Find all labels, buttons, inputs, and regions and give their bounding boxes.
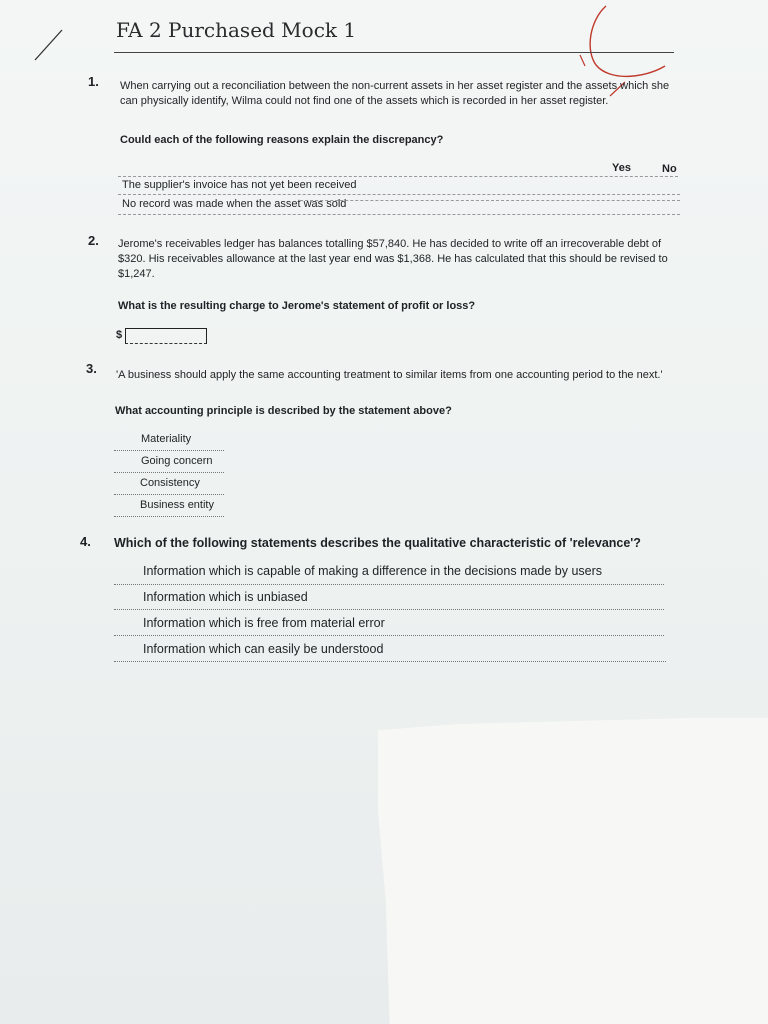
question-1-number: 1. [88,74,99,89]
option-rule [114,494,224,495]
option-consistency[interactable]: Consistency [140,477,200,489]
option-rule [114,661,666,662]
question-3-statement: 'A business should apply the same accounting treatment to similar items from one accounting period to the next.' [116,369,663,381]
option-business-entity[interactable]: Business entity [140,499,214,511]
option-rule [114,635,664,636]
question-1-text-line-2: can physically identify, Wilma could not find one of the assets which is recorded in her asset register. [120,95,609,107]
answer-input-box[interactable] [125,328,207,344]
option-rule [114,609,664,610]
page-title: FA 2 Purchased Mock 1 [116,18,357,42]
question-3-number: 3. [86,361,97,376]
torn-paper-patch [378,718,768,1024]
column-header-no: No [662,163,677,175]
question-2-text-line-2: $320. His receivables allowance at the last year end was $1,368. He has calculated that this should be revised to [118,253,668,265]
option-going-concern[interactable]: Going concern [141,455,213,467]
option-easily-understood[interactable]: Information which can easily be understood [143,642,384,656]
question-2-text-line-3: $1,247. [118,268,155,280]
table-row-dash-line [300,200,680,201]
question-4-number: 4. [80,534,91,549]
option-free-from-material-error[interactable]: Information which is free from material error [143,616,385,630]
table-rule [118,176,678,177]
reason-row-1: The supplier's invoice has not yet been received [122,179,357,191]
question-3-prompt: What accounting principle is described by the statement above? [115,405,452,417]
question-2-prompt: What is the resulting charge to Jerome's statement of profit or loss? [118,300,476,312]
option-capable-of-making-difference[interactable]: Information which is capable of making a difference in the decisions made by users [143,564,603,578]
question-1-prompt: Could each of the following reasons explain the discrepancy? [120,134,444,146]
option-rule [114,516,224,517]
option-unbiased[interactable]: Information which is unbiased [143,590,308,604]
question-2-text-line-1: Jerome's receivables ledger has balances totalling $57,840. He has decided to write off an irrecoverable debt of [118,238,662,250]
question-2-number: 2. [88,233,99,248]
table-rule [118,194,680,195]
option-rule [114,450,224,451]
table-rule [118,214,680,215]
column-header-yes: Yes [612,162,631,174]
red-pen-bracket-mark [590,6,665,76]
question-4-prompt: Which of the following statements describes the qualitative characteristic of 'relevance'? [114,536,641,550]
currency-symbol: $ [116,329,123,341]
option-rule [114,584,664,585]
option-materiality[interactable]: Materiality [141,433,192,445]
option-rule [114,472,224,473]
title-underline [114,52,674,53]
reason-row-2: No record was made when the asset was sold [122,198,347,210]
margin-tick-mark [35,30,62,60]
question-1-text-line-1: When carrying out a reconciliation between the non-current assets in her asset register and the assets which she [120,80,670,92]
